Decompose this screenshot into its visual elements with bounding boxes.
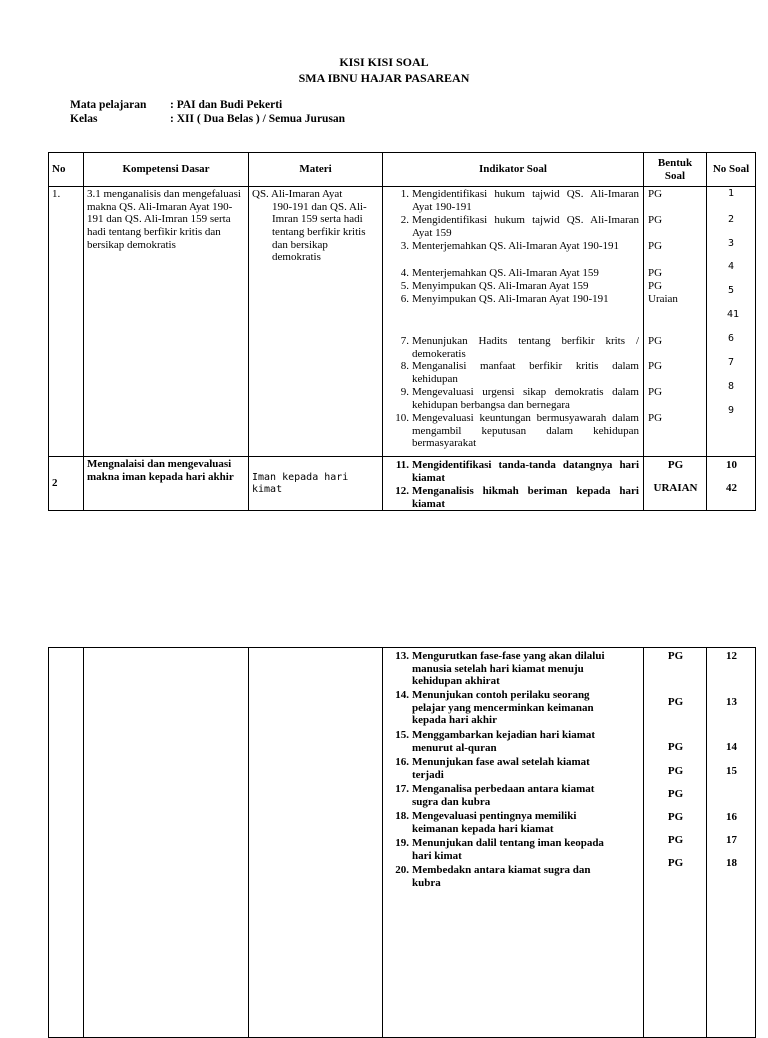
grid-table-2 [48, 647, 756, 1038]
indicator-text: Mengurutkan fase-fase yang akan dilalui manusia setelah hari kiamat menuju kehidupan akhirat [412, 650, 605, 688]
materi-first-line: QS. Ali-Imaran Ayat [252, 188, 343, 200]
header-kompetensi: Kompetensi Dasar [84, 153, 249, 187]
header-indikator: Indikator Soal [383, 153, 644, 187]
meta-class [70, 113, 345, 125]
meta-value: : PAI dan Budi Pekerti [170, 99, 283, 111]
school-name: SMA IBNU HAJAR PASAREAN [298, 71, 470, 85]
bentuk-value: PG [648, 267, 663, 279]
row-indicators [383, 457, 644, 511]
bentuk-value: PG [667, 788, 684, 800]
indicator-text: Menterjemahkan QS. Ali-Imaran Ayat 159 [412, 267, 599, 279]
bentuk-value: URAIAN [653, 482, 698, 494]
indicator-number: 7. [400, 335, 409, 347]
indicator-item [387, 689, 617, 727]
bentuk-value: PG [667, 765, 684, 777]
indicator-number: 8. [400, 360, 409, 372]
indicator-number: 5. [400, 280, 409, 292]
nosoal-value: 10 [726, 459, 737, 471]
row-nosoal [707, 187, 756, 457]
bentuk-value: PG [667, 459, 684, 471]
nosoal-value: 15 [726, 765, 737, 777]
row-materi [249, 648, 383, 1038]
indicator-number: 13. [395, 650, 409, 662]
bentuk-value: PG [667, 834, 684, 846]
indicator-number: 15. [395, 729, 409, 741]
bentuk-value: PG [648, 386, 663, 398]
nosoal-value: 12 [726, 650, 737, 662]
indicator-number: 14. [395, 689, 409, 701]
row-nosoal [707, 457, 756, 511]
nosoal-value: 14 [726, 741, 737, 753]
indicator-item [387, 386, 639, 411]
indicator-item [387, 864, 617, 889]
indicator-number: 17. [395, 783, 409, 795]
indicator-item [387, 280, 639, 293]
row-nosoal [707, 648, 756, 1038]
nosoal-value: 8 [727, 381, 734, 392]
bentuk-value: PG [648, 360, 663, 372]
indicator-item [387, 459, 639, 484]
indicator-text: Menterjemahkan QS. Ali-Imaran Ayat 190-191 [412, 240, 620, 252]
indicator-text: Menganalisi manfaat berfikir kritis dalam kehidupan [412, 360, 639, 385]
meta-label: Mata pelajaran [70, 99, 147, 111]
indicator-item [387, 360, 639, 385]
indicator-number: 16. [395, 756, 409, 768]
indicator-text: Membedakn antara kiamat sugra dan kubra [412, 864, 591, 889]
indicator-text: Mengidentifikasi hukum tajwid QS. Ali-Imaran Ayat 159 [412, 214, 639, 239]
indicator-number: 11. [395, 459, 409, 471]
indicator-text: Mengidentifikasi hukum tajwid QS. Ali-Imaran Ayat 190-191 [412, 188, 639, 213]
bentuk-value: PG [648, 214, 663, 226]
row-bentuk [644, 187, 707, 457]
row-kompetensi: Mengnalaisi dan mengevaluasi makna iman kepada hari akhir [84, 457, 249, 511]
indicator-item [387, 267, 639, 280]
table-row [49, 457, 756, 511]
header-materi: Materi [249, 153, 383, 187]
header-bentuk: Bentuk Soal [644, 153, 707, 187]
table-row [49, 648, 756, 1038]
row-number: 1. [49, 187, 84, 457]
indicator-number: 9. [400, 386, 409, 398]
indicator-item [387, 214, 639, 239]
indicator-number: 4. [400, 267, 409, 279]
nosoal-value: 41 [726, 309, 739, 320]
indicator-number: 18. [395, 810, 409, 822]
header-no: No [49, 153, 84, 187]
nosoal-value: 1 [727, 188, 734, 199]
bentuk-value: PG [648, 188, 663, 200]
nosoal-value: 6 [727, 333, 734, 344]
indicator-number: 20. [395, 864, 409, 876]
indicator-text: Menganalisis hikmah beriman kepada hari kiamat [412, 485, 639, 510]
bentuk-value: PG [648, 240, 663, 252]
header-nosoal: No Soal [707, 153, 756, 187]
indicator-item [387, 335, 639, 360]
row-kompetensi: 3.1 menganalisis dan mengefaluasi makna QS. Ali-Imaran Ayat 190-191 dan QS. Ali-Imran 159 serta hadi tentang berfikir kritis dan bersikap demokratis [84, 187, 249, 457]
row-materi [249, 187, 383, 457]
table-row [49, 187, 756, 457]
indicator-number: 1. [400, 188, 409, 200]
indicator-text: Mengevaluasi pentingnya memiliki keimanan kepada hari kiamat [412, 810, 577, 835]
materi-rest: 190-191 dan QS. Ali-Imran 159 serta hadi tentang berfikir kritis dan bersikap demokratis [272, 200, 367, 264]
nosoal-value: 42 [726, 482, 737, 494]
indicator-item [387, 293, 639, 306]
indicator-text: Menunjukan contoh perilaku seorang pelajar yang mencerminkan keimanan kepada hari akhir [412, 689, 594, 727]
nosoal-value: 18 [726, 857, 737, 869]
indicator-text: Menunjukan Hadits tentang berfikir krits / demokeratis [412, 335, 639, 360]
indicator-text: Menggambarkan kejadian hari kiamat menurut al-quran [412, 729, 596, 754]
row-indicators [383, 648, 644, 1038]
document-title: KISI KISI SOAL [339, 55, 429, 69]
row-number [49, 648, 84, 1038]
meta-value: : XII ( Dua Belas ) / Semua Jurusan [170, 113, 346, 125]
nosoal-value: 16 [726, 811, 737, 823]
row-bentuk [644, 457, 707, 511]
row-indicators [383, 187, 644, 457]
indicator-text: Mengevaluasi urgensi sikap demokratis dalam kehidupan berbangsa dan bernegara [412, 386, 639, 411]
indicator-number: 19. [395, 837, 409, 849]
grid-table-1 [48, 152, 756, 511]
indicator-text: Menyimpukan QS. Ali-Imaran Ayat 190-191 [412, 293, 609, 305]
indicator-text: Menunjukan dalil tentang iman keopada hari kimat [412, 837, 604, 862]
indicator-item [387, 783, 617, 808]
indicator-text: Menganalisa perbedaan antara kiamat sugra dan kubra [412, 783, 595, 808]
nosoal-value: 13 [726, 696, 737, 708]
indicator-item [387, 240, 639, 253]
indicator-text: Mengidentifikasi tanda-tanda datangnya hari kiamat [412, 459, 639, 484]
bentuk-value: PG [648, 335, 663, 347]
bentuk-value: PG [667, 696, 684, 708]
nosoal-value: 9 [727, 405, 734, 416]
bentuk-value: PG [667, 811, 684, 823]
bentuk-value: PG [648, 412, 663, 424]
indicator-number: 2. [400, 214, 409, 226]
indicator-item [387, 188, 639, 213]
indicator-item [387, 485, 639, 510]
nosoal-value: 4 [727, 261, 734, 272]
bentuk-value: PG [648, 280, 663, 292]
bentuk-value: PG [667, 650, 684, 662]
meta-subject [70, 99, 282, 111]
bentuk-value: PG [667, 741, 684, 753]
indicator-number: 12. [395, 485, 409, 497]
table-header-row [49, 153, 756, 187]
indicator-item [387, 412, 639, 450]
row-number: 2 [49, 457, 84, 511]
row-materi: Iman kepada hari kimat [249, 457, 383, 511]
row-kompetensi [84, 648, 249, 1038]
indicator-text: Menunjukan fase awal setelah kiamat terjadi [412, 756, 590, 781]
indicator-item [387, 837, 617, 862]
indicator-number: 6. [400, 293, 409, 305]
indicator-item [387, 756, 617, 781]
indicator-text: Menyimpukan QS. Ali-Imaran Ayat 159 [412, 280, 589, 292]
nosoal-value: 5 [727, 285, 734, 296]
indicator-text: Mengevaluasi keuntungan bermusyawarah dalam mengambil keputusan dalam kehidupan bermasyarakat [412, 412, 639, 450]
nosoal-value: 7 [727, 357, 734, 368]
indicator-item [387, 729, 617, 754]
nosoal-value: 3 [727, 238, 734, 249]
indicator-item [387, 650, 617, 688]
bentuk-value: Uraian [648, 293, 678, 305]
row-bentuk [644, 648, 707, 1038]
indicator-number: 3. [400, 240, 409, 252]
nosoal-value: 17 [726, 834, 737, 846]
bentuk-value: PG [667, 857, 684, 869]
indicator-item [387, 810, 617, 835]
nosoal-value: 2 [727, 214, 734, 225]
indicator-number: 10. [395, 412, 409, 424]
meta-label: Kelas [70, 113, 98, 125]
